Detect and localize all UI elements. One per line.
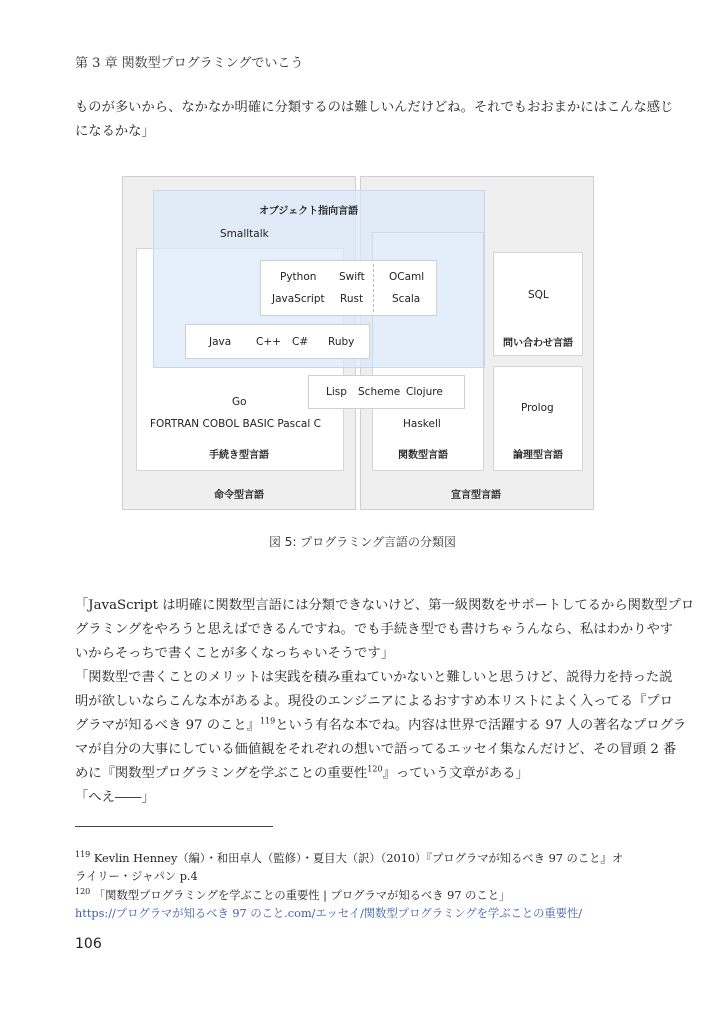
swift-label: Swift	[339, 271, 365, 283]
smalltalk-label: Smalltalk	[220, 228, 269, 240]
figure-caption: 図 5: プログラミング言語の分類図	[268, 535, 457, 549]
javascript-label: JavaScript	[272, 293, 325, 305]
page-number: 106	[75, 936, 102, 952]
paragraph-line: 「へえ――」	[75, 790, 155, 805]
oop-label: オブジェクト指向言語	[259, 206, 359, 217]
footnote-number: 120	[75, 887, 91, 897]
text-span: という有名な本でね。内容は世界で活躍する 97 人の著名なプログラ	[275, 718, 687, 733]
paragraph-line	[75, 762, 653, 786]
running-header: 第 3 章 関数型プログラミングでいこう	[75, 56, 304, 71]
footnote-text: 「関数型プログラミングを学ぶことの重要性 | プログラマが知るべき 97 のこと」	[90, 889, 511, 902]
text-span: 』っていう文章がある」	[382, 766, 529, 781]
footnote-120	[75, 887, 655, 923]
python-label: Python	[280, 271, 317, 283]
paragraph-line: 「JavaScript は明確に関数型言語には分類できないけど、第一級関数をサポートしてるから関数型プロ	[75, 598, 695, 613]
clojure-label: Clojure	[406, 386, 443, 398]
cpp-label: C++	[256, 336, 281, 348]
imperative-label: 命令型言語	[214, 490, 264, 501]
ocaml-label: OCaml	[389, 271, 425, 283]
java-label: Java	[209, 336, 232, 348]
prolog-label: Prolog	[521, 402, 554, 414]
footnote-line	[75, 887, 655, 905]
csharp-label: C#	[292, 336, 309, 348]
sql-label: SQL	[528, 289, 549, 301]
python-swift-ocaml-card	[260, 260, 437, 316]
paragraph-intro	[75, 96, 674, 144]
paragraph-line: グラミングをやろうと思えばできるんですね。でも手続き型でも書けちゃうんなら、私はわかりやす	[75, 622, 674, 637]
footnote-link[interactable]: https://プログラマが知るべき 97 のこと.com/エッセイ/関数型プログラミングを学ぶことの重要性/	[75, 907, 583, 920]
footnote-ref-120[interactable]: 120	[367, 764, 383, 774]
haskell-label: Haskell	[403, 418, 441, 430]
footnote-divider	[75, 826, 273, 827]
footnote-line: ライリー・ジャパン p.4	[75, 870, 198, 883]
paragraph-line: 「関数型で書くことのメリットは実践を積み重ねていかないと難しいと思うけど、説得力を持った説	[75, 670, 673, 685]
footnote-text: Kevlin Henney（編）・和田卓人（監修）・夏目大（訳）（2010）『プログラマが知るべき 97 のこと』オ	[90, 852, 624, 865]
paragraph-line: 明が欲しいならこんな本があるよ。現役のエンジニアによるおすすめ本リストによく入ってる『プロ	[75, 694, 673, 709]
paragraph-line	[75, 714, 687, 738]
rust-label: Rust	[340, 293, 364, 305]
scala-label: Scala	[392, 293, 421, 305]
ruby-label: Ruby	[328, 336, 355, 348]
paragraph-line: になるかな」	[75, 124, 155, 139]
divider	[373, 264, 374, 312]
footnote-line	[75, 850, 655, 868]
procedural-languages-list: FORTRAN COBOL BASIC Pascal C	[150, 418, 321, 430]
query-label: 問い合わせ言語	[503, 338, 573, 349]
paragraph-line: マが自分の大事にしている価値観をそれぞれの想いで語ってるエッセイ集なんだけど、その冒頭 2 番	[75, 742, 677, 757]
procedural-label: 手続き型言語	[209, 450, 269, 461]
paragraph-line: いからそっちで書くことが多くなっちゃいそうです」	[75, 646, 394, 661]
go-label: Go	[232, 396, 247, 408]
text-span: グラマが知るべき 97 のこと』	[75, 718, 260, 733]
declarative-label: 宣言型言語	[451, 490, 501, 501]
footnote-number: 119	[75, 850, 91, 860]
paragraph-line: ものが多いから、なかなか明確に分類するのは難しいんだけどね。それでもおおまかにはこんな感じ	[75, 100, 674, 115]
logic-label: 論理型言語	[513, 450, 563, 461]
paragraph-dialogue	[75, 594, 695, 810]
lisp-label: Lisp	[326, 386, 347, 398]
scheme-label: Scheme	[358, 386, 401, 398]
functional-label: 関数型言語	[398, 450, 448, 461]
text-span: めに『関数型プログラミングを学ぶことの重要性	[75, 766, 368, 781]
footnote-119	[75, 850, 655, 886]
language-classification-diagram	[122, 176, 594, 510]
footnote-ref-119[interactable]: 119	[259, 716, 276, 726]
